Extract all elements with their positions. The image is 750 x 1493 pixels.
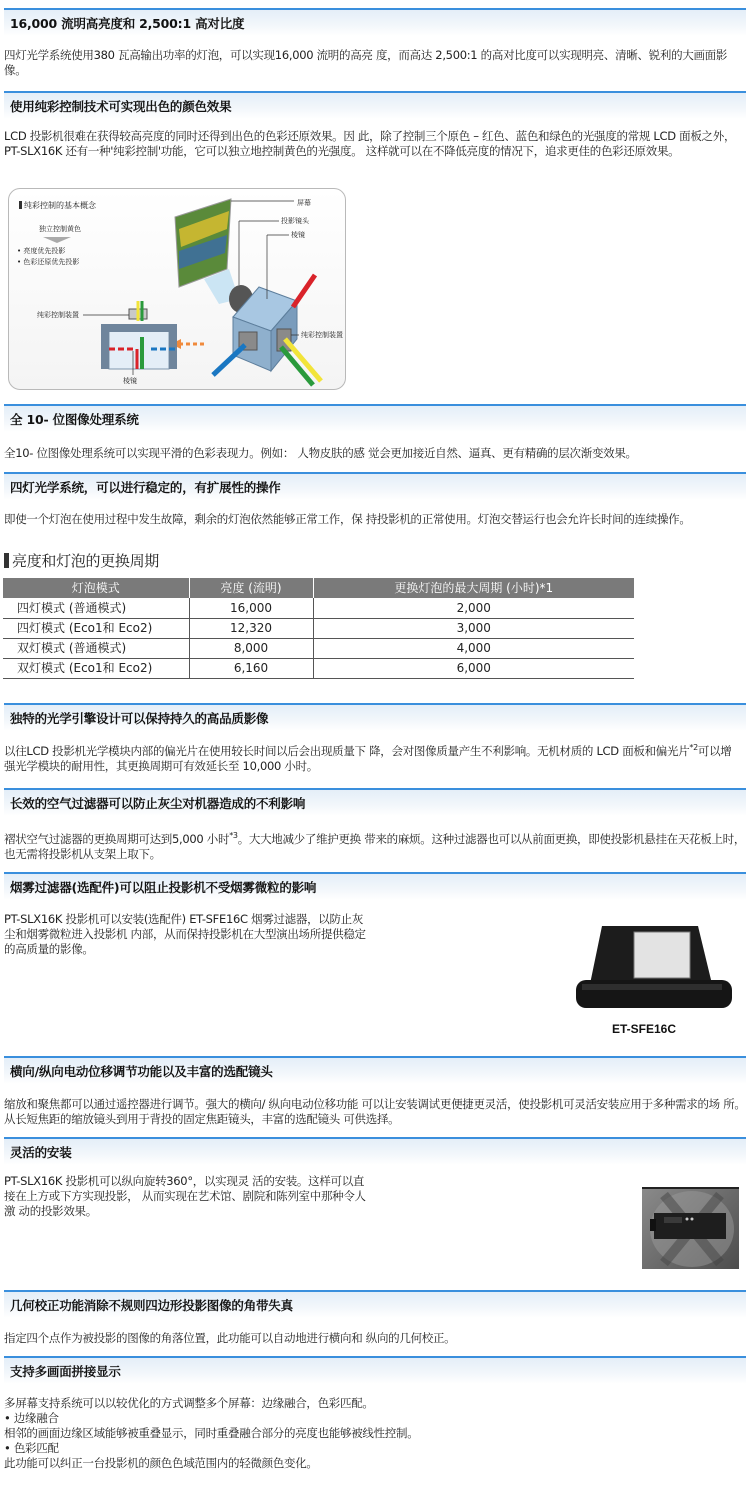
table-cell: 双灯模式 (普通模式)	[3, 638, 189, 658]
footnote-ref: *2	[689, 743, 698, 753]
multiscreen-line: • 色彩匹配	[4, 1441, 59, 1455]
diagram-bullet-2: • 色彩还原优先投影	[17, 258, 80, 266]
lamp-table	[3, 578, 634, 679]
column-header: 灯泡模式	[3, 578, 189, 598]
section-heading-geometric: 几何校正功能消除不规则四边形投影图像的角带失真	[4, 1290, 746, 1318]
table-row	[3, 658, 634, 678]
multiscreen-line: 相邻的画面边缘区域能够被重叠显示，同时重叠融合部分的亮度也能够被线性控制。	[4, 1426, 419, 1440]
multiscreen-line: 此功能可以纠正一台投影机的颜色色域范围内的轻微颜色变化。	[4, 1456, 318, 1470]
section-heading-10bit: 全 10- 位图像处理系统	[4, 404, 746, 432]
table-cell: 6,160	[189, 658, 313, 678]
table-row	[3, 618, 634, 638]
smoke-filter-caption: ET-SFE16C	[612, 1022, 677, 1036]
table-row	[3, 598, 634, 618]
rotation-image	[642, 1187, 739, 1269]
section-heading-pure-color: 使用纯彩控制技术可实现出色的颜色效果	[4, 91, 746, 119]
section-heading-smoke-filter: 烟雾过滤器(选配件)可以阻止投影机不受烟雾微粒的影响	[4, 872, 746, 900]
section-heading-brightness: 16,000 流明高亮度和 2,500:1 高对比度	[4, 8, 746, 36]
table-cell: 四灯模式 (Eco1和 Eco2)	[3, 618, 189, 638]
multiscreen-line: • 边缘融合	[4, 1411, 59, 1425]
section-heading-air-filter: 长效的空气过滤器可以防止灰尘对机器造成的不利影响	[4, 788, 746, 816]
multiscreen-line: 多屏幕支持系统可以以较优化的方式调整多个屏幕：边缘融合，色彩匹配。	[4, 1396, 374, 1410]
table-cell: 16,000	[189, 598, 313, 618]
section-text-geometric: 指定四个点作为被投影的图像的角落位置，此功能可以自动地进行横向和 纵向的几何校正。	[4, 1331, 456, 1345]
pure-color-diagram	[8, 188, 346, 390]
section-heading-optical-engine: 独特的光学引擎设计可以保持持久的高品质影像	[4, 703, 746, 731]
section-text-pure-color: LCD 投影机很难在获得较高亮度的同时还得到出色的色彩还原效果。因 此，除了控制三个原色 – 红色、蓝色和绿色的光强度的常规 LCD 面板之外， PT-SLX16K 还有一种'纯彩控制'功能，它可以独立地控制黄色的光强度。 这样就可以在不降低亮度的情况下，追求更佳的色彩还原效果。	[4, 129, 736, 158]
table-header-row	[3, 578, 634, 598]
table-cell: 4,000	[313, 638, 634, 658]
table-cell: 四灯模式 (普通模式)	[3, 598, 189, 618]
label-device-right: 纯彩控制装置	[301, 331, 343, 339]
table-row	[3, 638, 634, 658]
smoke-filter-product-icon	[572, 922, 736, 1012]
section-text-air-filter	[4, 832, 746, 862]
label-lens: 投影镜头	[281, 217, 309, 225]
section-heading-installation: 灵活的安装	[4, 1137, 746, 1165]
smoke-filter-image	[572, 922, 736, 1012]
table-cell: 6,000	[313, 658, 634, 678]
section-text-optical-engine	[4, 744, 746, 774]
label-device-left: 纯彩控制装置	[37, 311, 79, 319]
diagram-bullet-1: • 亮度优先投影	[17, 247, 66, 255]
section-heading-four-lamp: 四灯光学系统，可以进行稳定的，有扩展性的操作	[4, 472, 746, 500]
section-text-four-lamp: 即使一个灯泡在使用过程中发生故障，剩余的灯泡依然能够正常工作，保 持投影机的正常使用。灯泡交替运行也会允许长时间的连续操作。	[4, 512, 691, 526]
table-cell: 8,000	[189, 638, 313, 658]
table-cell: 2,000	[313, 598, 634, 618]
label-prism-bottom: 棱镜	[123, 377, 137, 385]
table-cell: 3,000	[313, 618, 634, 638]
text-part: 。大大地减少了维护更换 带来的麻烦。这种过滤器也可以从前面更换，即使投影机悬挂在天花板上时， 也无需将投影机从支架上取下。	[4, 832, 746, 861]
footnote-ref: *3	[229, 831, 238, 841]
rotating-projector-icon	[642, 1189, 739, 1269]
text-part: 褶状空气过滤器的更换周期可达到5,000 小时	[4, 832, 230, 846]
title-bar-icon	[4, 553, 9, 568]
text-part: 以往LCD 投影机光学模块内部的偏光片在使用较长时间以后会出现质量下 降，会对图像质量产生不利影响。无机材质的 LCD 面板和偏光片	[4, 744, 690, 758]
column-header: 更换灯泡的最大周期 (小时)*1	[313, 578, 634, 598]
label-prism: 棱镜	[291, 231, 305, 239]
section-heading-lens-shift: 横向/纵向电动位移调节功能以及丰富的选配镜头	[4, 1056, 746, 1084]
lamp-table-title	[4, 553, 159, 569]
section-heading-multiscreen: 支持多画面拼接显示	[4, 1356, 746, 1384]
diagram-subtitle: 独立控制黄色	[39, 225, 81, 233]
label-screen: 屏幕	[297, 199, 311, 207]
diagram-title-text: 纯彩控制的基本概念	[24, 201, 96, 210]
lamp-table-title-text: 亮度和灯泡的更换周期	[12, 552, 160, 570]
section-text-10bit: 全10- 位图像处理系统可以实现平滑的色彩表现力。例如： 人物皮肤的感 觉会更加接近自然、逼真、更有精确的层次渐变效果。	[4, 446, 637, 460]
column-header: 亮度 (流明)	[189, 578, 313, 598]
section-text-smoke-filter: PT-SLX16K 投影机可以安装(选配件) ET-SFE16C 烟雾过滤器，以防止灰尘和烟雾微粒进入投影机 内部，从而保持投影机在大型演出场所提供稳定 的高质量的影像。	[4, 912, 366, 956]
table-cell: 12,320	[189, 618, 313, 638]
table-cell: 双灯模式 (Eco1和 Eco2)	[3, 658, 189, 678]
section-text-brightness: 四灯光学系统使用380 瓦高输出功率的灯泡，可以实现16,000 流明的高亮 度，而高达 2,500:1 的高对比度可以实现明亮、清晰、锐利的大画面影像。	[4, 48, 728, 77]
section-text-multiscreen	[4, 1396, 746, 1471]
section-text-installation: PT-SLX16K 投影机可以纵向旋转360°，以实现灵 活的安装。这样可以直接在上方或下方实现投影， 从而实现在艺术馆、剧院和陈列室中那种令人激 动的投影效果。	[4, 1174, 366, 1218]
section-text-lens-shift: 缩放和聚焦都可以通过遥控器进行调节。强大的横向/ 纵向电动位移功能 可以让安装调试更便捷更灵活，使投影机可灵活安装应用于多种需求的场 所。从长短焦距的缩放镜头到用于背投的固定焦距镜头，丰富的选配镜头 可供选择。	[4, 1097, 746, 1126]
text-part: 可以增 强光学模块的耐用性，其更换周期可有效延长至 10,000 小时。	[4, 744, 732, 773]
